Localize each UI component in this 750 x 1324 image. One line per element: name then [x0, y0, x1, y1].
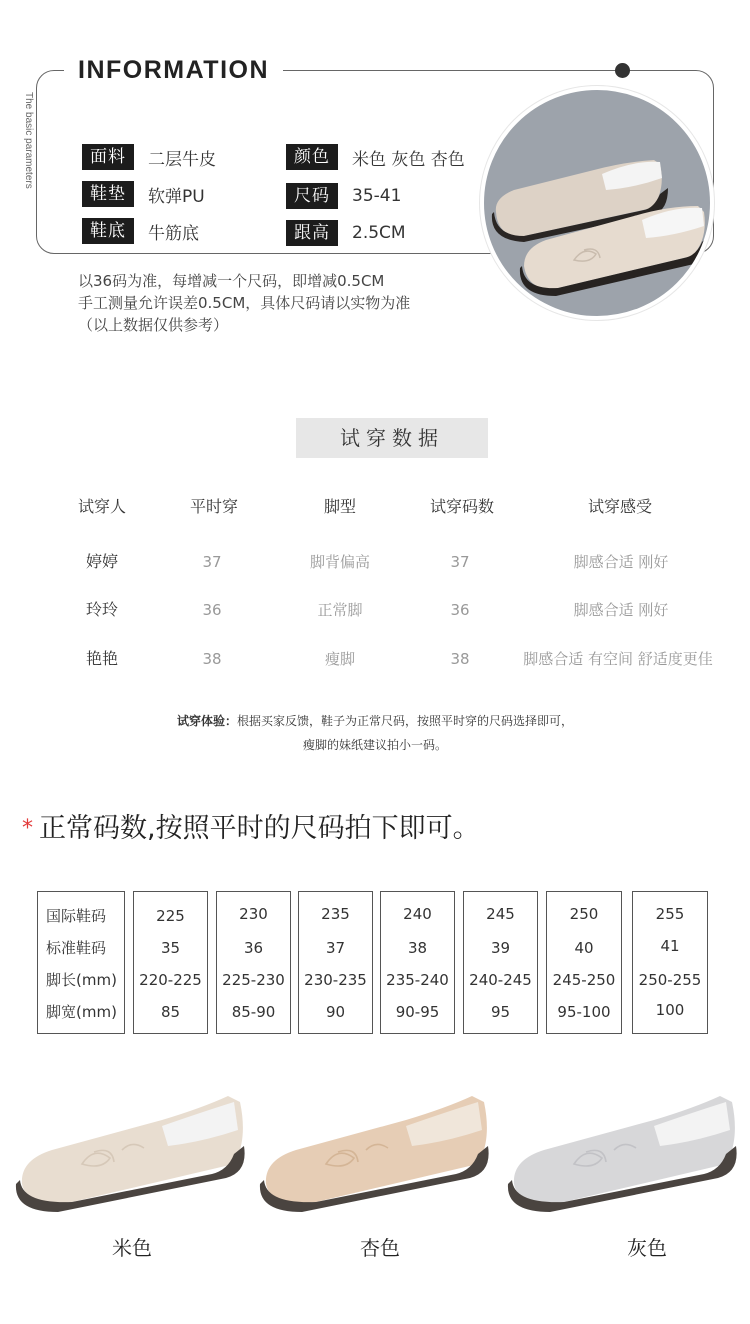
size-cell: 37	[325, 939, 346, 957]
note-line: （以上数据仅供参考）	[78, 316, 229, 334]
size-cell: 100	[655, 1001, 685, 1019]
size-cell: 39	[490, 939, 511, 957]
size-cell: 235-240	[386, 971, 449, 989]
size-cell: 240-245	[469, 971, 532, 989]
size-cell: 245-250	[552, 971, 616, 989]
param-size	[286, 183, 401, 209]
info-title-line	[286, 70, 622, 71]
size-column	[133, 891, 208, 1034]
param-value: 二层牛皮	[148, 149, 216, 170]
header-cell: 试穿码数	[429, 497, 494, 516]
param-label: 鞋垫	[82, 181, 134, 207]
cell-foot-type: 正常脚	[317, 601, 363, 619]
param-color	[286, 144, 465, 170]
shoe-icon	[504, 1080, 744, 1230]
trial-experience-line2: 瘦脚的妹纸建议拍小一码。	[302, 738, 447, 752]
size-column	[632, 891, 708, 1034]
size-cell: 85-90	[231, 1003, 276, 1021]
table-row	[40, 547, 730, 577]
product-photo-circle	[480, 86, 714, 320]
size-cell: 85	[160, 1003, 181, 1021]
size-cell: 36	[243, 939, 264, 957]
param-heel-height	[286, 220, 406, 246]
experience-label: 试穿体验：	[176, 714, 237, 728]
size-column	[298, 891, 373, 1034]
size-cell: 220-225	[139, 971, 202, 989]
size-cell: 225-230	[222, 971, 285, 989]
size-cell: 95-100	[557, 1003, 611, 1021]
cell-tester: 艳艳	[85, 649, 118, 668]
table-row	[40, 644, 730, 674]
size-cell: 230	[239, 905, 268, 923]
size-cell: 41	[660, 937, 680, 955]
size-cell: 245	[486, 905, 515, 923]
size-notes	[78, 270, 410, 336]
size-tip	[22, 806, 480, 845]
shoe-icon	[12, 1080, 252, 1230]
param-value: 35-41	[352, 186, 402, 206]
note-line: 以36码为准，每增减一个尺码，即增减0.5CM	[78, 272, 385, 290]
trial-header-row	[40, 492, 730, 522]
cell-tester: 婷婷	[85, 552, 118, 571]
info-title: INFORMATION	[64, 54, 283, 86]
header-cell: 平时穿	[189, 497, 238, 516]
star-icon: *	[22, 816, 33, 841]
size-cell: 255	[655, 905, 685, 923]
param-material	[82, 144, 216, 170]
size-cell: 250-255	[638, 971, 702, 989]
row-label: 脚宽(mm)	[46, 1003, 117, 1021]
cell-feeling: 脚感合适 刚好	[573, 553, 669, 571]
param-label: 颜色	[286, 144, 338, 170]
trial-experience-line1	[0, 710, 750, 732]
param-insole	[82, 181, 205, 207]
cell-foot-type: 脚背偏高	[309, 553, 370, 571]
param-sole	[82, 218, 199, 244]
param-value: 2.5CM	[352, 223, 406, 243]
cell-trial-size: 36	[450, 601, 470, 619]
cell-usual-size: 36	[202, 601, 222, 619]
size-cell: 35	[160, 939, 181, 957]
cell-usual-size: 38	[202, 650, 222, 668]
param-value: 牛筋底	[148, 223, 199, 244]
note-line: 手工测量允许误差0.5CM，具体尺码请以实物为准	[78, 294, 411, 312]
size-cell: 38	[407, 939, 428, 957]
size-cell: 225	[156, 907, 185, 925]
experience-text: 根据买家反馈，鞋子为正常尺码，按照平时穿的尺码选择即可，	[237, 714, 574, 728]
shoe-pair-illustration	[484, 90, 710, 316]
row-label: 标准鞋码	[46, 939, 107, 957]
size-cell: 250	[569, 905, 599, 923]
cell-feeling: 脚感合适 刚好	[573, 601, 669, 619]
param-label: 鞋底	[82, 218, 134, 244]
variant-label: 灰色	[627, 1236, 667, 1260]
cell-foot-type: 瘦脚	[324, 650, 355, 668]
cell-usual-size: 37	[202, 553, 222, 571]
cell-trial-size: 37	[450, 553, 470, 571]
side-label: The basic parameters	[23, 92, 34, 189]
header-cell: 脚型	[323, 497, 356, 516]
size-column	[546, 891, 622, 1034]
size-cell: 95	[490, 1003, 511, 1021]
row-label: 脚长(mm)	[46, 971, 117, 989]
trial-banner: 试穿数据	[296, 418, 488, 458]
size-column	[216, 891, 291, 1034]
param-label: 尺码	[286, 183, 338, 209]
size-tip-text: 正常码数,按照平时的尺码拍下即可。	[39, 813, 480, 844]
cell-tester: 玲玲	[85, 600, 118, 619]
size-cell: 90-95	[395, 1003, 440, 1021]
shoe-icon	[256, 1080, 496, 1230]
size-cell: 40	[574, 939, 594, 957]
header-cell: 试穿感受	[587, 497, 652, 516]
size-row-labels	[37, 891, 125, 1034]
variant-label: 米色	[112, 1236, 152, 1260]
cell-feeling: 脚感合适 有空间 舒适度更佳	[523, 650, 713, 668]
size-cell: 240	[403, 905, 432, 923]
shoe-apricot	[256, 1080, 496, 1230]
row-label: 国际鞋码	[46, 907, 107, 925]
info-dot	[615, 63, 630, 78]
size-column	[463, 891, 538, 1034]
header-cell: 试穿人	[77, 497, 126, 516]
size-cell: 235	[321, 905, 350, 923]
size-column	[380, 891, 455, 1034]
param-value: 米色 灰色 杏色	[352, 149, 465, 170]
info-line-gap	[286, 64, 620, 78]
size-cell: 230-235	[304, 971, 367, 989]
table-row	[40, 595, 730, 625]
param-value: 软弹PU	[148, 186, 205, 207]
size-cell: 90	[325, 1003, 346, 1021]
shoe-grey	[504, 1080, 744, 1230]
param-label: 面料	[82, 144, 134, 170]
variant-label: 杏色	[360, 1236, 400, 1260]
cell-trial-size: 38	[450, 650, 470, 668]
shoe-beige	[12, 1080, 252, 1230]
param-label: 跟高	[286, 220, 338, 246]
